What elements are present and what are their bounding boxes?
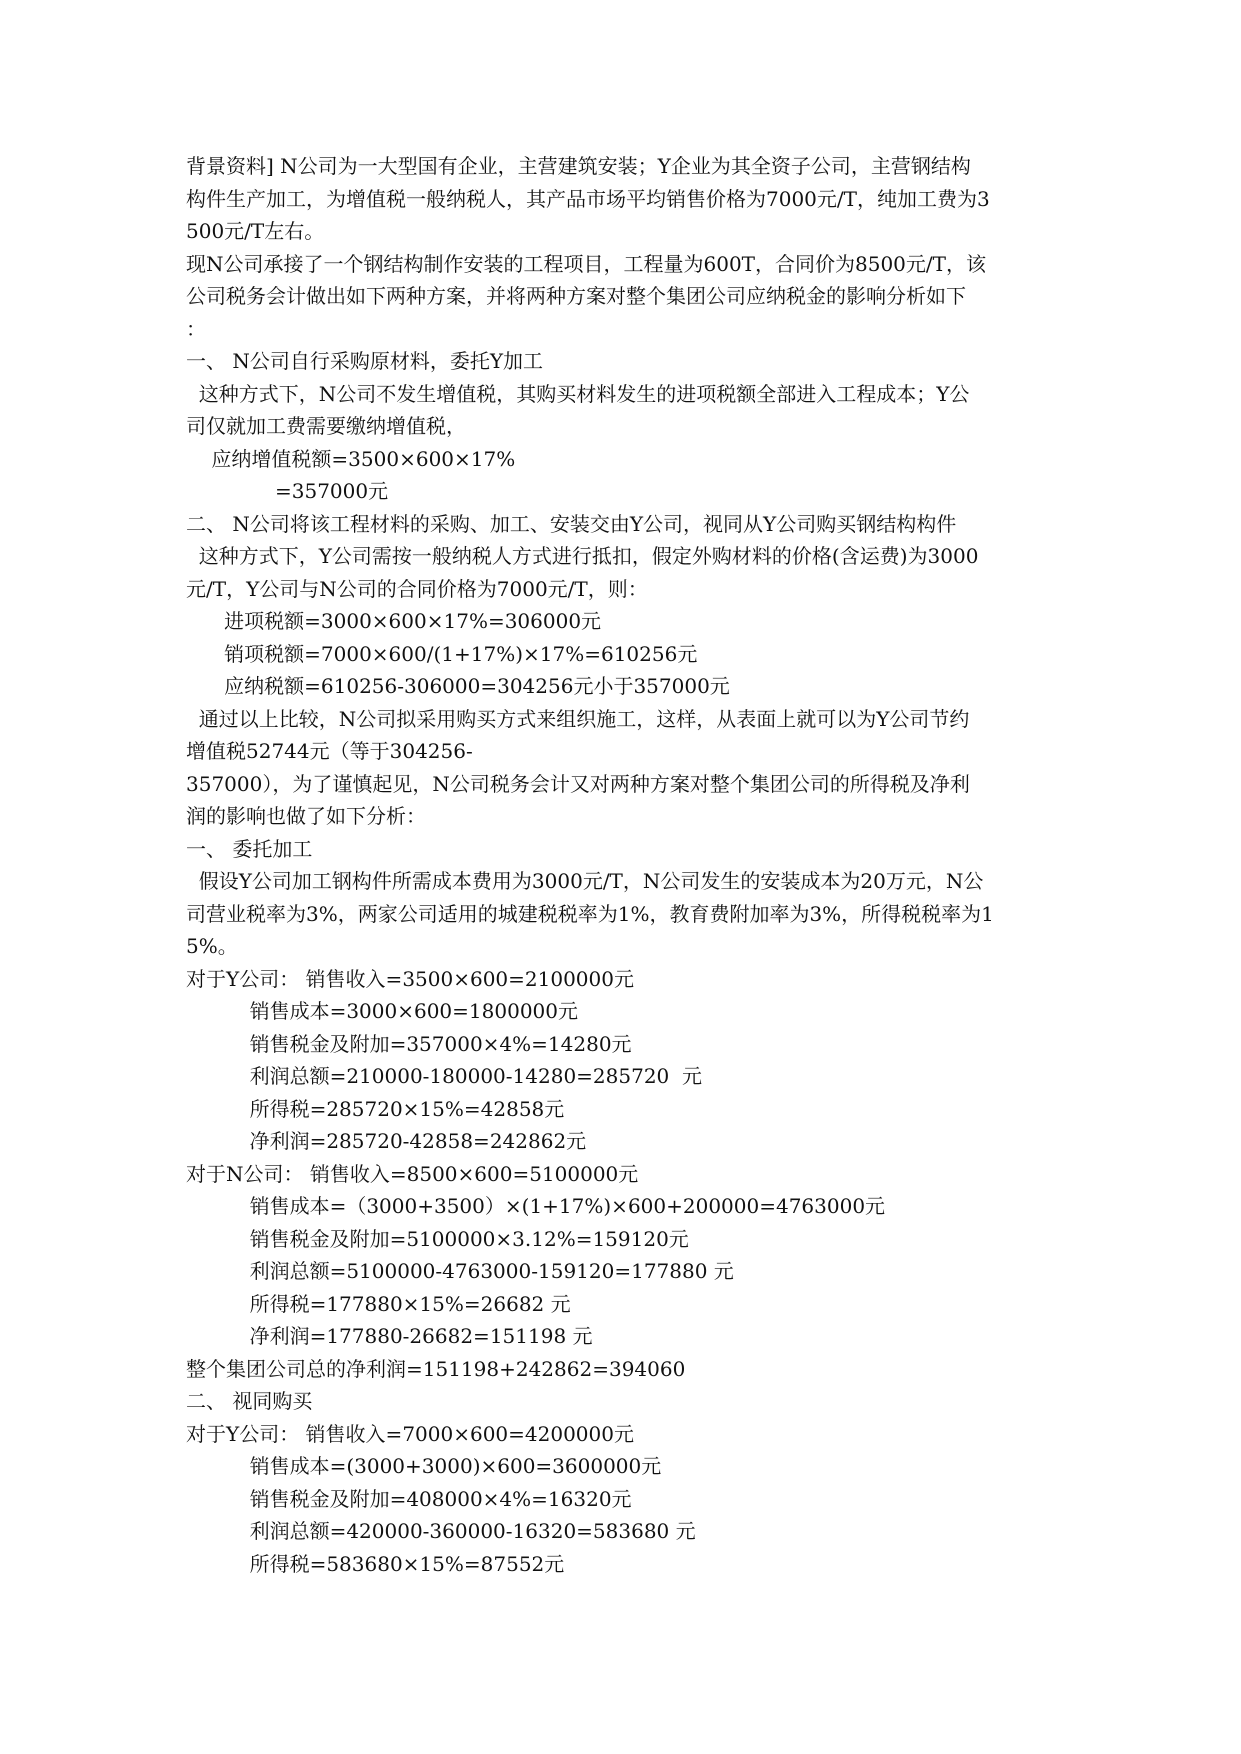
text-line: 对于Y公司： 销售收入=3500×600=2100000元 <box>186 966 634 991</box>
text-line: 销售税金及附加=5100000×3.12%=159120元 <box>186 1226 689 1251</box>
text-line: 润的影响也做了如下分析： <box>186 804 426 828</box>
text-line: 背景资料] N公司为一大型国有企业，主营建筑安装；Y企业为其全资子公司，主营钢结构 <box>186 154 971 178</box>
text-line: 整个集团公司总的净利润=151198+242862=394060 <box>186 1356 686 1381</box>
text-line: 二、 视同购买 <box>186 1389 313 1413</box>
text-line: 进项税额=3000×600×17%=306000元 <box>186 609 602 633</box>
text-line: 所得税=285720×15%=42858元 <box>186 1096 565 1121</box>
text-line: 现N公司承接了一个钢结构制作安装的工程项目，工程量为600T，合同价为8500元/T，该 <box>186 251 986 276</box>
text-line: 利润总额=210000-180000-14280=285720 元 <box>186 1064 702 1088</box>
text-line: 司仅就加工费需要缴纳增值税， <box>186 414 466 438</box>
text-line: 应纳税额=610256-306000=304256元小于357000元 <box>186 674 730 698</box>
document-body <box>186 150 1066 1580</box>
text-line: 一、 N公司自行采购原材料，委托Y加工 <box>186 349 544 373</box>
text-line: 销售成本=（3000+3500）×(1+17%)×600+200000=4763000元 <box>186 1194 886 1218</box>
text-line: 二、 N公司将该工程材料的采购、加工、安装交由Y公司，视同从Y公司购买钢结构构件 <box>186 511 957 536</box>
text-line: 357000），为了谨慎起见，N公司税务会计又对两种方案对整个集团公司的所得税及净利 <box>186 771 970 796</box>
text-line: 销售成本=3000×600=1800000元 <box>186 999 578 1023</box>
text-line: 对于N公司： 销售收入=8500×600=5100000元 <box>186 1161 639 1186</box>
text-line: 通过以上比较，N公司拟采用购买方式来组织施工，这样，从表面上就可以为Y公司节约 <box>186 706 970 731</box>
text-line: ： <box>186 316 206 341</box>
text-line: 司营业税率为3%，两家公司适用的城建税税率为1%，教育费附加率为3%，所得税税率为1 <box>186 901 994 926</box>
text-line: 所得税=177880×15%=26682 元 <box>186 1291 571 1316</box>
text-line: 5%。 <box>186 934 238 958</box>
text-line: 净利润=285720-42858=242862元 <box>186 1129 587 1153</box>
text-line: 假设Y公司加工钢构件所需成本费用为3000元/T，N公司发生的安装成本为20万元，N公 <box>186 869 984 893</box>
text-line: 元/T，Y公司与N公司的合同价格为7000元/T，则： <box>186 576 648 601</box>
text-line: 这种方式下，N公司不发生增值税，其购买材料发生的进项税额全部进入工程成本；Y公 <box>186 381 970 406</box>
text-line: 一、 委托加工 <box>186 836 313 861</box>
text-line: 对于Y公司： 销售收入=7000×600=4200000元 <box>186 1421 634 1446</box>
text-line: 应纳增值税额=3500×600×17% <box>186 446 516 471</box>
text-line: 利润总额=420000-360000-16320=583680 元 <box>186 1519 696 1543</box>
text-line: 销售成本=(3000+3000)×600=3600000元 <box>186 1454 662 1478</box>
text-line: 净利润=177880-26682=151198 元 <box>186 1324 593 1348</box>
text-line: 公司税务会计做出如下两种方案，并将两种方案对整个集团公司应纳税金的影响分析如下 <box>186 284 966 308</box>
text-line: 构件生产加工，为增值税一般纳税人，其产品市场平均销售价格为7000元/T，纯加工费为3 <box>186 186 990 211</box>
text-line: 利润总额=5100000-4763000-159120=177880 元 <box>186 1259 734 1283</box>
text-line: 500元/T左右。 <box>186 219 325 243</box>
text-line: 销售税金及附加=357000×4%=14280元 <box>186 1031 632 1056</box>
text-line: 销项税额=7000×600/(1+17%)×17%=610256元 <box>186 641 698 666</box>
text-line: =357000元 <box>186 479 389 503</box>
text-line: 所得税=583680×15%=87552元 <box>186 1551 565 1576</box>
text-line: 销售税金及附加=408000×4%=16320元 <box>186 1486 632 1511</box>
text-line: 增值税52744元（等于304256- <box>186 739 473 763</box>
text-line: 这种方式下，Y公司需按一般纳税人方式进行抵扣，假定外购材料的价格(含运费)为3000 <box>186 544 979 568</box>
